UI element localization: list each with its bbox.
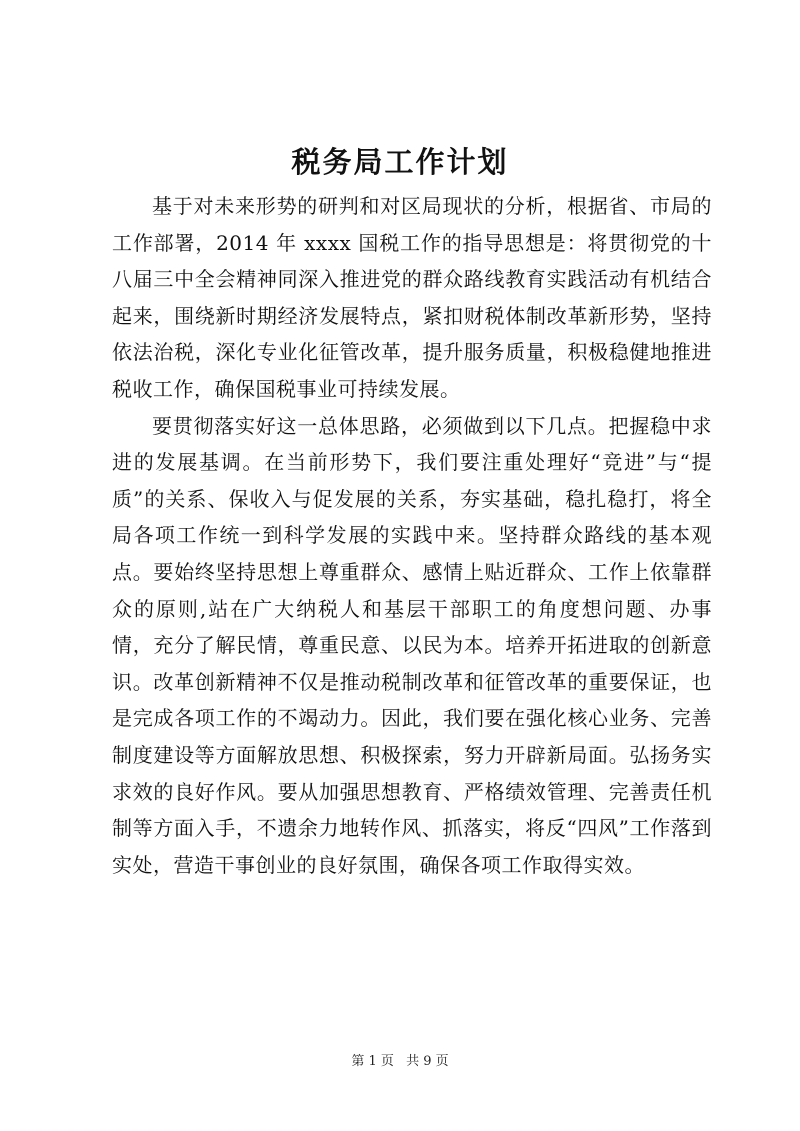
- paragraph-guiding-thought: 基于对未来形势的研判和对区局现状的分析，根据省、市局的工作部署，2014 年 xxxx 国税工作的指导思想是：将贯彻党的十八届三中全会精神同深入推进党的群众路线教育实践活动有机结合起来，围绕新时期经济发展特点，紧扣财税体制改革新形势，坚持依法治税，深化专业化征管改革，提升服务质量，积极稳健地推进税收工作，确保国税事业可持续发展。: [112, 194, 712, 401]
- page-total: 共 9 页: [406, 1054, 449, 1069]
- page-number: 第 1 页: [351, 1054, 394, 1069]
- document-body: [112, 188, 712, 883]
- paragraph-implementation-points: 要贯彻落实好这一总体思路，必须做到以下几点。把握稳中求进的发展基调。在当前形势下，我们要注重处理好“竞进”与“提质”的关系、保收入与促发展的关系，夯实基础，稳扎稳打，将全局各项工作统一到科学发展的实践中来。坚持群众路线的基本观点。要始终坚持思想上尊重群众、感情上贴近群众、工作上依靠群众的原则,站在广大纳税人和基层干部职工的角度想问题、办事情，充分了解民情，尊重民意、以民为本。培养开拓进取的创新意识。改革创新精神不仅是推动税制改革和征管改革的重要保证，也是完成各项工作的不竭动力。因此，我们要在强化核心业务、完善制度建设等方面解放思想、积极探索，努力开辟新局面。弘扬务实求效的良好作风。要从加强思想教育、严格绩效管理、完善责任机制等方面入手，不遗余力地转作风、抓落实，将反“四风”工作落到实处，营造干事创业的良好氛围，确保各项工作取得实效。: [112, 413, 712, 877]
- document-title: 税务局工作计划: [291, 145, 509, 179]
- page-footer: [0, 1052, 800, 1072]
